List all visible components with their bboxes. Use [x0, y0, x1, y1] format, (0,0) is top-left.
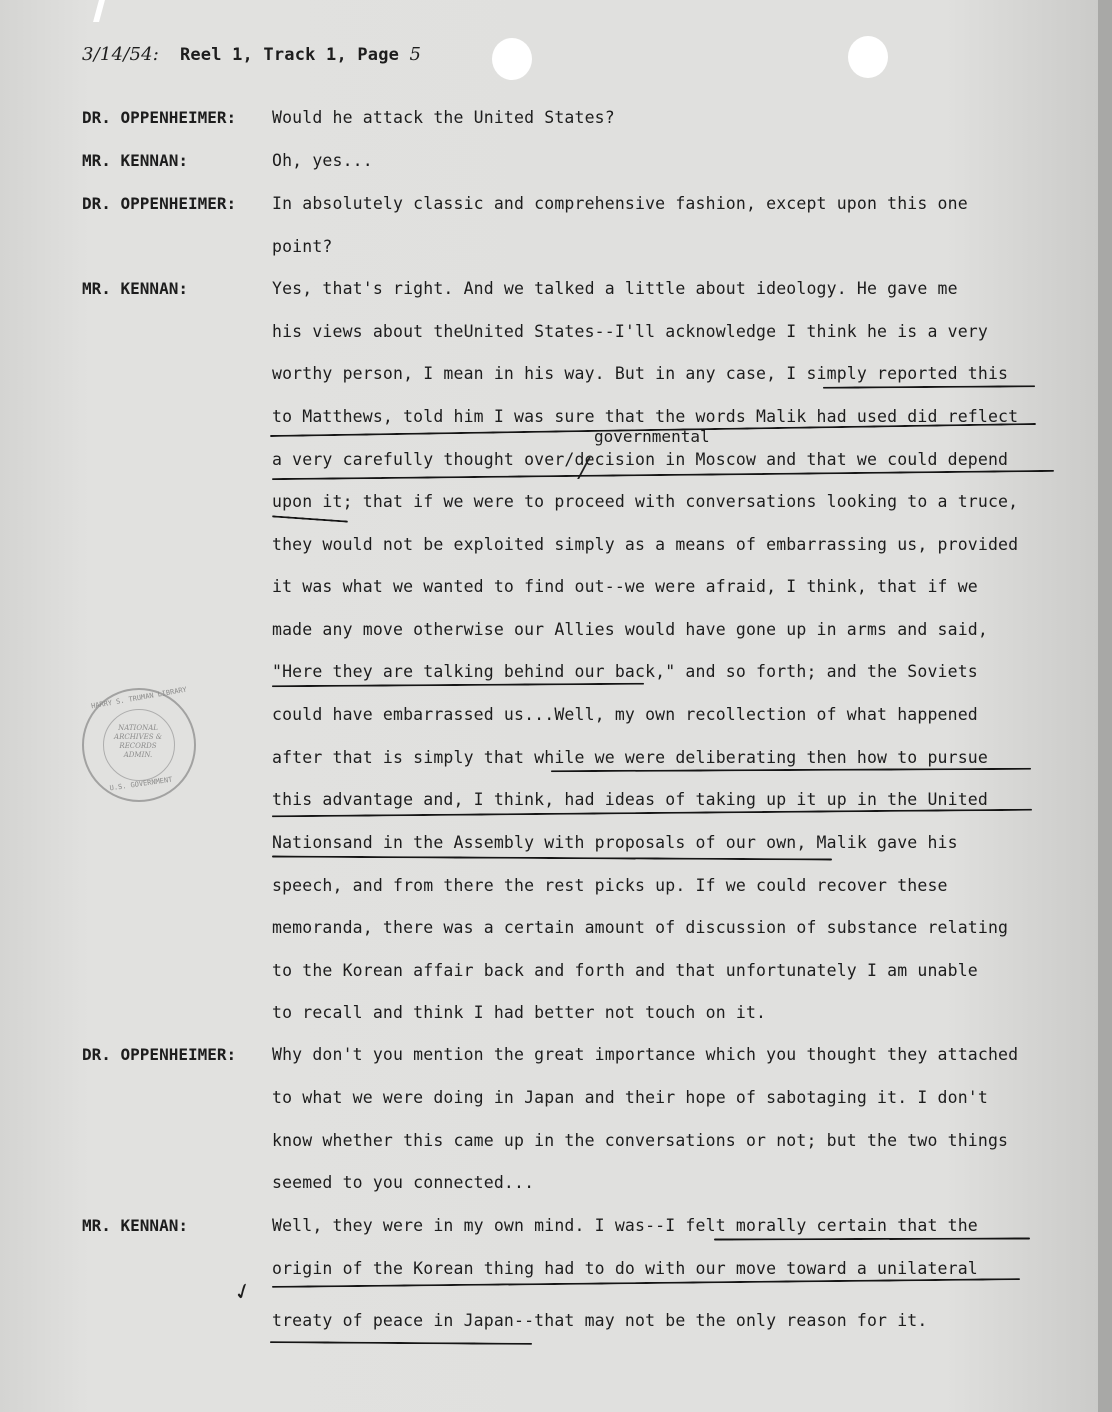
transcript-line: memoranda, there was a certain amount of discussion of substance relating: [272, 918, 1009, 937]
stamp-ring-bottom: U.S. GOVERNMENT: [109, 775, 173, 793]
header-date: 3/14/54:: [82, 44, 160, 65]
handwritten-underline: [551, 768, 1031, 773]
speaker-label: MR. KENNAN:: [82, 1216, 188, 1235]
transcript-line: treaty of peace in Japan--that may not be the only reason for it.: [272, 1311, 928, 1330]
transcript-line: speech, and from there the rest picks up. If we could recover these: [272, 876, 948, 895]
transcript-line: seemed to you connected...: [272, 1173, 535, 1192]
speaker-label: MR. KENNAN:: [82, 279, 188, 298]
transcript-line: origin of the Korean thing had to do with our move toward a unilateral: [272, 1259, 978, 1278]
header-page-number: 5: [409, 44, 422, 65]
transcript-line: Yes, that's right. And we talked a little about ideology. He gave me: [272, 279, 958, 298]
handwritten-insertion: governmental: [594, 427, 710, 446]
handwritten-underline: [270, 1341, 532, 1345]
punch-hole-right: [848, 36, 888, 78]
handwritten-underline: [272, 856, 832, 861]
check-mark-icon: ✓: [230, 1277, 257, 1308]
header-reel: Reel 1,: [179, 45, 253, 65]
speaker-label: DR. OPPENHEIMER:: [82, 108, 237, 127]
stamp-ring-top: HARRY S. TRUMAN LIBRARY: [90, 685, 188, 711]
paper-tear-mark: [93, 0, 105, 22]
transcript-line: worthy person, I mean in his way. But in any case, I simply reported this: [272, 364, 1009, 383]
header-page-label: Page: [357, 45, 400, 65]
transcript-line: Why don't you mention the great importance which you thought they attached: [272, 1045, 1019, 1064]
transcript-line: know whether this came up in the conversations or not; but the two things: [272, 1131, 1009, 1150]
speaker-label: DR. OPPENHEIMER:: [82, 1045, 237, 1064]
speaker-label: DR. OPPENHEIMER:: [82, 194, 237, 213]
handwritten-underline: [272, 470, 1054, 480]
transcript-line: "Here they are talking behind our back," and so forth; and the Soviets: [272, 662, 978, 681]
transcript-line: to the Korean affair back and forth and that unfortunately I am unable: [272, 961, 978, 980]
transcript-line: his views about theUnited States--I'll acknowledge I think he is a very: [272, 322, 988, 341]
handwritten-underline: [272, 515, 348, 522]
handwritten-underline: [272, 1278, 1020, 1288]
page-header: [82, 44, 421, 65]
page-edge: [1098, 0, 1112, 1412]
transcript-line: it was what we wanted to find out--we were afraid, I think, that if we: [272, 577, 978, 596]
stamp-center-text: NATIONAL ARCHIVES & RECORDS ADMIN.: [114, 724, 162, 759]
archive-stamp: [82, 685, 196, 802]
handwritten-underline: [823, 385, 1035, 388]
transcript-line: Would he attack the United States?: [272, 108, 615, 127]
transcript-line: to recall and think I had better not touch on it.: [272, 1003, 767, 1022]
punch-hole-left: [492, 38, 532, 80]
handwritten-underline: [714, 1237, 1030, 1240]
handwritten-underline: [272, 809, 1032, 818]
transcript-line: to what we were doing in Japan and their hope of sabotaging it. I don't: [272, 1088, 988, 1107]
header-track: Track 1,: [263, 45, 347, 65]
transcript-line: made any move otherwise our Allies would have gone up in arms and said,: [272, 620, 988, 639]
transcript-line: a very carefully thought over/decision in Moscow and that we could depend: [272, 450, 1009, 469]
transcript-line: to Matthews, told him I was sure that the words Malik had used did reflect: [272, 407, 1019, 426]
transcript-line: after that is simply that while we were deliberating then how to pursue: [272, 748, 988, 767]
transcript-line: Oh, yes...: [272, 151, 373, 170]
transcript-line: they would not be exploited simply as a means of embarrassing us, provided: [272, 535, 1019, 554]
transcript-line: point?: [272, 237, 333, 256]
transcript-line: this advantage and, I think, had ideas of taking up it up in the United: [272, 790, 988, 809]
handwritten-underline: [272, 683, 644, 688]
transcript-line: Well, they were in my own mind. I was--I felt morally certain that the: [272, 1216, 978, 1235]
transcript-line: upon it; that if we were to proceed with conversations looking to a truce,: [272, 492, 1019, 511]
transcript-line: Nationsand in the Assembly with proposals of our own, Malik gave his: [272, 833, 958, 852]
transcript-line: In absolutely classic and comprehensive fashion, except upon this one: [272, 194, 968, 213]
speaker-label: MR. KENNAN:: [82, 151, 188, 170]
transcript-line: could have embarrassed us...Well, my own recollection of what happened: [272, 705, 978, 724]
